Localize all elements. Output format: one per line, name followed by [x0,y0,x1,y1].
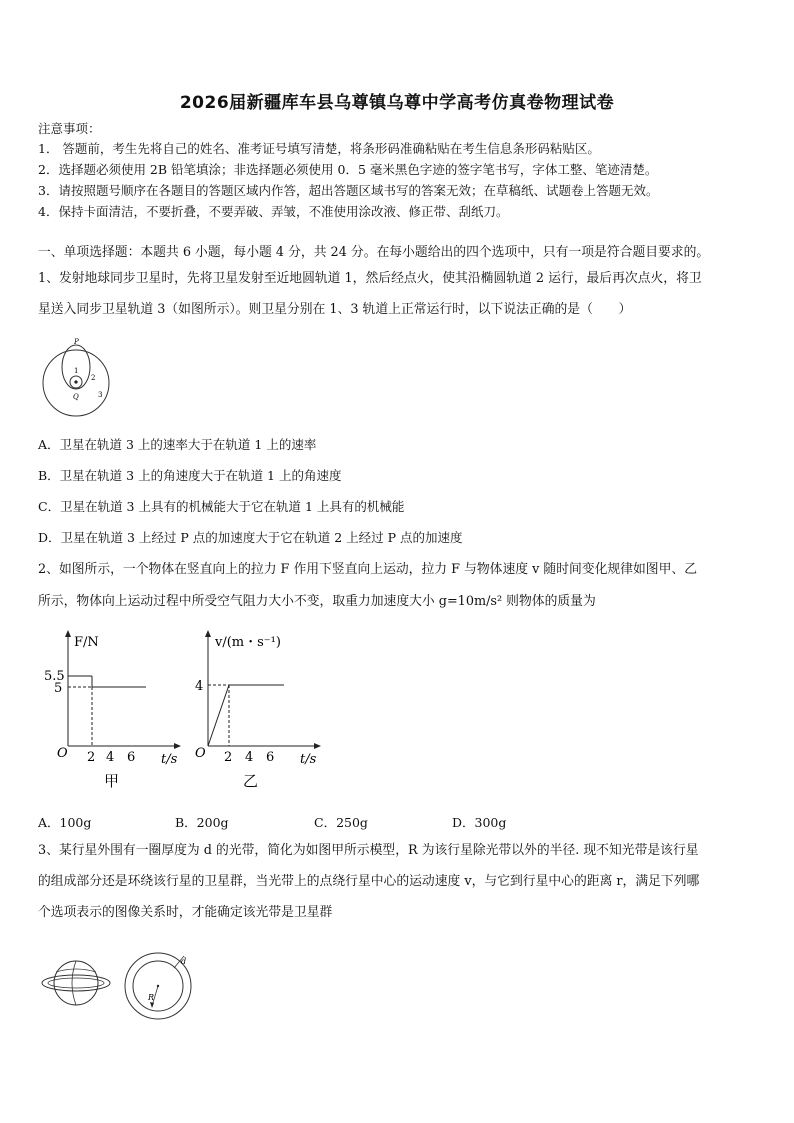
notice-item-2: 2．选择题必须使用 2B 铅笔填涂；非选择题必须使用 0．5 毫米黑色字迹的签字笔书写，字体工整、笔迹清楚。 [38,162,658,177]
x-tick-4: 4 [106,750,115,765]
x-axis-label: t/s [161,752,178,767]
q1-option-c: C．卫星在轨道 3 上具有的机械能大于它在轨道 1 上具有的机械能 [38,499,405,514]
q1-option-a: A．卫星在轨道 3 上的速率大于在轨道 1 上的速率 [38,437,317,452]
q1-option-b: B．卫星在轨道 3 上的角速度大于在轨道 1 上的角速度 [38,468,342,483]
notice-item-4: 4．保持卡面清洁，不要折叠，不要弄破、弄皱，不准使用涂改液、修正带、刮纸刀。 [38,204,509,219]
orbit-diagram [38,335,124,421]
notice-heading: 注意事项： [38,121,101,136]
x-tick-6: 6 [127,750,136,765]
ringed-planet-figure [40,950,118,1016]
section-heading: 一、单项选择题：本题共 6 小题，每小题 4 分，共 24 分。在每小题给出的四个选项中，只有一项是符合题目要求的。 [38,245,710,260]
ring-inner [48,978,104,988]
notice-item-3: 3．请按照题号顺序在各题目的答题区域内作答，超出答题区域书写的答案无效；在草稿纸、试题卷上答题无效。 [38,183,659,198]
graph-caption: 甲 [104,772,120,790]
q2-option-a: A．100g [38,815,92,830]
q3-stem-line-2: 的组成部分还是环绕该行星的卫星群，当光带上的点绕行星中心的运动速度 v，与它到行星中心的距离 r，满足下列哪 [38,874,700,889]
x-axis-label: t/s [300,752,317,767]
q2-stem-line-1: 2、如图所示，一个物体在竖直向上的拉力 F 作用下竖直向上运动，拉力 F 与物体速度 v 随时间变化规律如图甲、乙 [38,562,697,577]
q3-stem-line-3: 个选项表示的图像关系时，才能确定该光带是卫星群 [38,905,333,920]
q2-option-c: C．250g [314,815,368,830]
q2-option-d: D．300g [452,815,507,830]
x-tick-6: 6 [266,750,275,765]
latitude-line [56,969,96,972]
q1-option-d: D．卫星在轨道 3 上经过 P 点的加速度大于它在轨道 2 上经过 P 点的加速度 [38,530,463,545]
y-tick-4: 4 [195,679,204,694]
origin-label: O [195,746,206,761]
ring-outer [42,975,110,991]
x-tick-2: 2 [224,750,233,765]
label-d: d [181,957,187,966]
graph-jia [38,628,188,790]
y-axis-label: F/N [74,635,99,650]
graph-caption: 乙 [243,772,259,790]
graph-yi [190,628,340,790]
planet-outline [54,961,98,1005]
y-axis-label: v/(m・s⁻¹) [215,635,281,650]
velocity-ramp [208,685,229,746]
label-1: 1 [74,367,79,375]
label-q: Q [73,393,79,401]
q2-option-b: B．200g [175,815,229,830]
meridian-line [72,961,76,1005]
q2-stem-line-2: 所示，物体向上运动过程中所受空气阻力大小不变，取重力加速度大小 g=10m/s² 则物体的质量为 [38,594,596,609]
origin-label: O [57,746,68,761]
radius-arrow [150,1002,154,1008]
page-title: 2026届新疆库车县乌尊镇乌尊中学高考仿真卷物理试卷 [179,93,615,113]
label-3: 3 [98,391,103,399]
label-p: P [74,338,79,346]
y-tick-5: 5 [54,681,63,696]
ring-band-figure [122,950,198,1022]
y-arrow [65,630,71,637]
q1-stem-line-1: 1、发射地球同步卫星时，先将卫星发射至近地圆轨道 1，然后经点火，使其沿椭圆轨道 2 运行，最后再次点火，将卫 [38,271,702,286]
label-2: 2 [91,374,96,382]
notice-item-1: 1． 答题前，考生先将自己的姓名、准考证号填写清楚，将条形码准确粘贴在考生信息条形码粘贴区。 [38,141,600,156]
q1-stem-line-2: 星送入同步卫星轨道 3（如图所示）。则卫星分别在 1、3 轨道上正常运行时，以下说法正确的是（ ） [38,302,632,317]
x-arrow [314,743,321,749]
earth-dot [74,380,77,383]
y-tick-5-5: 5.5 [44,669,65,684]
y-arrow [205,630,211,637]
x-tick-4: 4 [245,750,254,765]
x-tick-2: 2 [87,750,96,765]
q3-stem-line-1: 3、某行星外围有一圈厚度为 d 的光带，简化为如图甲所示模型，R 为该行星除光带以外的半径. 现不知光带是该行星 [38,843,699,858]
x-arrow [174,743,181,749]
label-r: R [148,993,155,1002]
